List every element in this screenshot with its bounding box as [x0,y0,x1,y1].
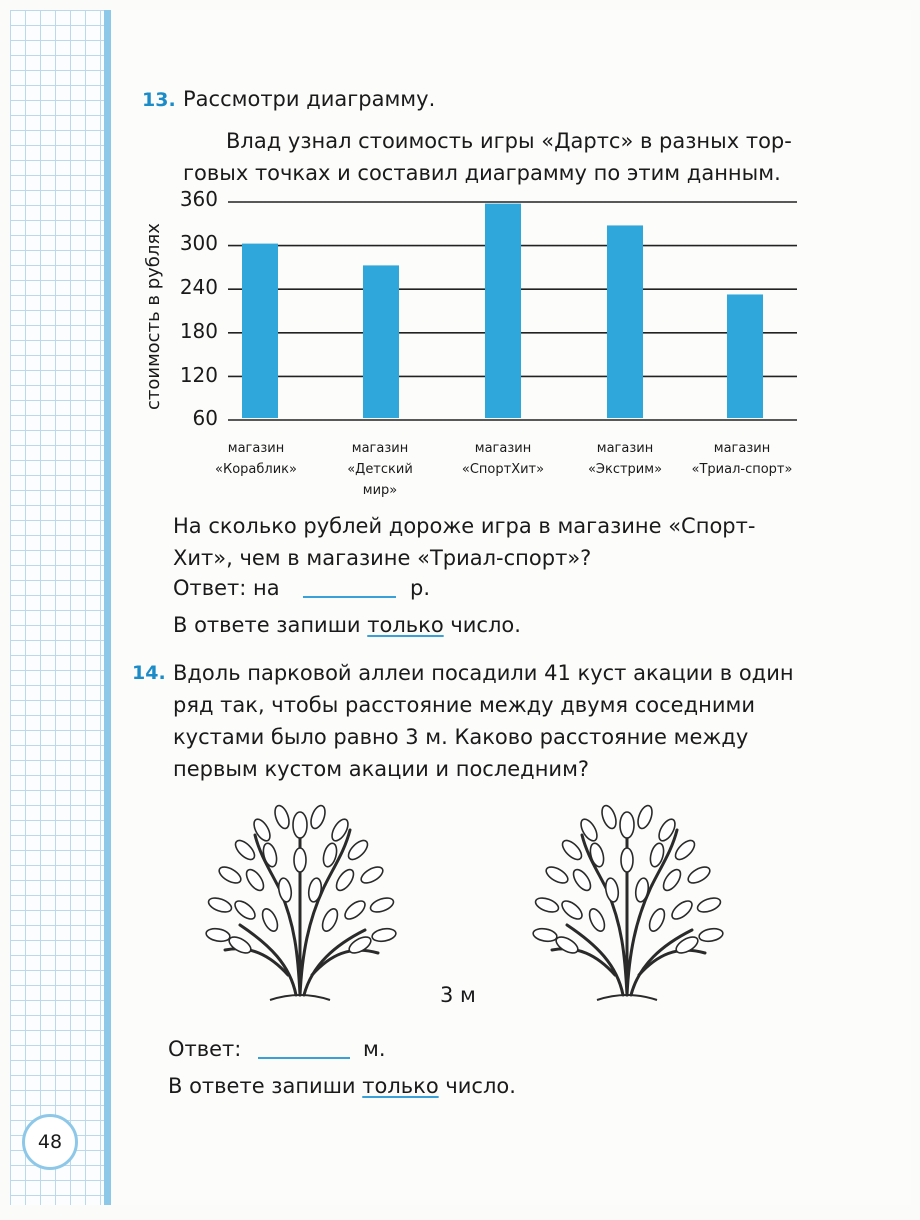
task-13-intro-line-2: говых точках и составил диаграмму по этим данным. [183,161,781,185]
task-13-number: 13. [142,89,176,111]
task-13-answer-unit: р. [410,576,431,600]
y-tick-label: 120 [179,363,218,387]
y-tick-label: 360 [179,187,218,211]
x-category-label: магазин «Триал-спорт» [691,441,793,477]
emphasis-word: только [362,1074,439,1098]
task-13-answer-blank[interactable] [303,596,396,598]
x-category-label: магазин «Экстрим» [587,441,663,477]
bar [607,225,643,418]
bar [485,204,521,418]
task-13-question-line-1: На сколько рублей дороже игра в магазине «Спорт- [173,514,756,538]
task-13-intro-line-1: Влад узнал стоимость игры «Дартс» в разных тор- [226,129,792,153]
task-14-line-4: первым кустом акации и последним? [173,757,590,781]
task-14-answer-unit: м. [363,1037,386,1061]
emphasis-word: только [367,613,444,637]
y-tick-label: 60 [192,406,218,430]
bar [727,294,763,418]
task-14-line-3: кустами было равно 3 м. Каково расстояние между [173,725,749,749]
y-tick-label: 180 [179,319,218,343]
task-14-line-2: ряд так, чтобы расстояние между двумя соседними [173,693,755,717]
task-13-answer-label: Ответ: на [173,576,280,600]
page-number: 48 [22,1114,78,1170]
distance-label: 3 м [440,983,476,1007]
x-category-label: магазин «СпортХит» [461,441,545,477]
acacia-bush-illustration [522,795,732,1010]
task-14-answer-blank[interactable] [258,1057,350,1059]
task-14-answer-label: Ответ: [168,1037,242,1061]
task-14-number: 14. [132,662,166,684]
task-14-note: В ответе запиши только число. [168,1074,516,1098]
acacia-bush-illustration [200,795,400,1010]
task-13-note: В ответе запиши только число. [173,613,521,637]
bar [363,265,399,418]
y-tick-label: 240 [179,275,218,299]
y-tick-label: 300 [179,231,218,255]
bar [242,244,278,418]
x-category-label: магазин «Кораблик» [215,441,297,477]
task-13-question-line-2: Хит», чем в магазине «Триал-спорт»? [173,546,592,570]
task-13-heading: Рассмотри диаграмму. [183,87,436,111]
task-14-line-1: Вдоль парковой аллеи посадили 41 куст акации в один [173,661,794,685]
x-category-label: магазин «Детский мир» [347,441,413,498]
chart-y-axis-label: стоимость в рублях [143,223,164,410]
bar-chart [0,0,920,500]
